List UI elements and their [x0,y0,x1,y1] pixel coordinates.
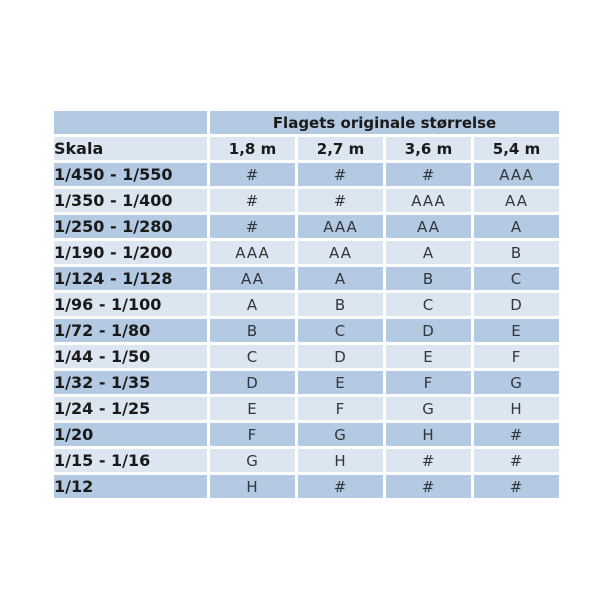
scale-range-cell: 1/72 - 1/80 [54,319,207,342]
size-code-cell: D [386,319,471,342]
table-body [54,163,559,498]
table-row [54,215,559,238]
size-code-cell: # [210,215,295,238]
table-row [54,163,559,186]
column-header-row [54,137,559,160]
column-header-2-7m: 2,7 m [298,137,383,160]
size-code-cell: AAA [210,241,295,264]
table-title-row [54,111,559,134]
size-code-cell: C [386,293,471,316]
size-code-cell: # [210,163,295,186]
table-row [54,319,559,342]
scale-range-cell: 1/32 - 1/35 [54,371,207,394]
size-code-cell: # [298,475,383,498]
table-row [54,449,559,472]
size-code-cell: # [474,475,559,498]
table-row [54,241,559,264]
size-code-cell: E [474,319,559,342]
size-code-cell: # [298,163,383,186]
size-code-cell: C [210,345,295,368]
size-code-cell: AA [386,215,471,238]
column-header-3-6m: 3,6 m [386,137,471,160]
size-code-cell: # [386,475,471,498]
size-code-cell: A [298,267,383,290]
column-header-1-8m: 1,8 m [210,137,295,160]
size-code-cell: B [386,267,471,290]
size-code-cell: AA [298,241,383,264]
table-row [54,293,559,316]
size-code-cell: E [386,345,471,368]
table-row [54,345,559,368]
size-code-cell: B [210,319,295,342]
size-code-cell: # [386,163,471,186]
size-code-cell: D [210,371,295,394]
size-code-cell: # [210,189,295,212]
size-code-cell: AAA [386,189,471,212]
size-code-cell: # [298,189,383,212]
table-row [54,267,559,290]
size-code-cell: A [210,293,295,316]
table-title: Flagets originale størrelse [210,111,559,134]
scale-range-cell: 1/124 - 1/128 [54,267,207,290]
size-code-cell: # [386,449,471,472]
table-row [54,475,559,498]
size-code-cell: B [474,241,559,264]
size-code-cell: D [474,293,559,316]
size-code-cell: AAA [474,163,559,186]
scale-range-cell: 1/190 - 1/200 [54,241,207,264]
corner-cell [54,111,207,134]
scale-range-cell: 1/24 - 1/25 [54,397,207,420]
scale-range-cell: 1/20 [54,423,207,446]
size-code-cell: B [298,293,383,316]
size-code-cell: AA [474,189,559,212]
scale-range-cell: 1/250 - 1/280 [54,215,207,238]
table-row [54,397,559,420]
size-code-cell: F [474,345,559,368]
flag-size-table [51,108,562,501]
size-code-cell: H [474,397,559,420]
scale-range-cell: 1/350 - 1/400 [54,189,207,212]
size-code-cell: H [298,449,383,472]
size-code-cell: # [474,423,559,446]
size-code-cell: C [474,267,559,290]
size-code-cell: F [210,423,295,446]
size-code-cell: D [298,345,383,368]
size-code-cell: G [210,449,295,472]
size-code-cell: H [210,475,295,498]
column-header-5-4m: 5,4 m [474,137,559,160]
row-header-label: Skala [54,137,207,160]
table-row [54,189,559,212]
size-code-cell: AA [210,267,295,290]
table-row [54,423,559,446]
size-code-cell: A [474,215,559,238]
scale-range-cell: 1/44 - 1/50 [54,345,207,368]
scale-range-cell: 1/15 - 1/16 [54,449,207,472]
size-code-cell: A [386,241,471,264]
size-code-cell: E [298,371,383,394]
size-code-cell: F [298,397,383,420]
size-code-cell: G [474,371,559,394]
size-code-cell: AAA [298,215,383,238]
size-code-cell: F [386,371,471,394]
size-code-cell: # [474,449,559,472]
size-code-cell: E [210,397,295,420]
size-code-cell: H [386,423,471,446]
size-code-cell: C [298,319,383,342]
size-code-cell: G [298,423,383,446]
table-row [54,371,559,394]
size-code-cell: G [386,397,471,420]
scale-range-cell: 1/12 [54,475,207,498]
scale-range-cell: 1/96 - 1/100 [54,293,207,316]
scale-range-cell: 1/450 - 1/550 [54,163,207,186]
